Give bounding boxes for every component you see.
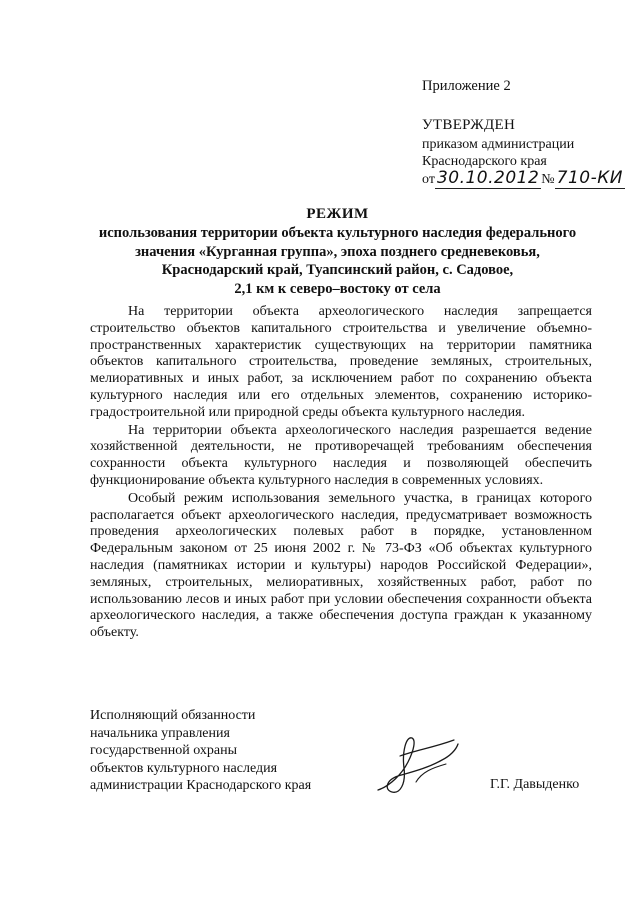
body-paragraph-2: На территории объекта археологического наследия разрешается ведение хозяйственной деятельности, не противоречащей требованиям обеспечения сохранности объекта культурного наследия и позволяющей обеспечить функционирование объекта культурного наследия в современных условиях. <box>90 422 592 488</box>
subtitle-line-1: использования территории объекта культурного наследия федерального <box>98 225 577 241</box>
approval-line-2: Краснодарского края <box>422 154 547 169</box>
subtitle-line-3: Краснодарский край, Туапсинский район, с. Садовое, <box>161 262 514 278</box>
handwritten-date: 30.10.2012 <box>436 168 540 188</box>
body-paragraph-3: Особый режим использования земельного участка, в границах которого располагается объект археологического наследия, предусматривает возможность проведения археологических полевых работ в порядке, установленном Федеральным законом от 25 июня 2002 г. № 73-ФЗ «Об объектах культурного наследия (памятниках истории и культуры) народов Российской Федерации», земляных, строительных, мелиоративных, хозяйственных работ, работ по использованию лесов и иных работ при условии обеспечения сохранности объекта археологического наследия, а также обеспечения доступа граждан к указанному объекту. <box>90 490 592 641</box>
approval-line-1: приказом администрации <box>422 137 575 152</box>
position-line-4: объектов культурного наследия <box>90 760 278 776</box>
body-paragraph-1: На территории объекта археологического наследия запрещается строительство объектов капитального строительства и увеличение объемно-пространственных характеристик существующих на территории памятника объектов капитального строительства, проведение земляных, строительных, мелиоративных и иных работ, за исключением работ по сохранению объекта культурного наследия или его отдельных элементов, сохранению историко-градостроительной или природной среды объекта культурного наследия. <box>90 304 592 420</box>
approved-label: УТВЕРЖДЕН <box>422 117 516 133</box>
signatory-position <box>90 707 311 795</box>
position-line-3: государственной охраны <box>90 743 238 758</box>
date-prefix: от <box>422 172 435 187</box>
document-subtitle <box>90 224 585 298</box>
position-line-2: начальника управления <box>90 725 230 741</box>
subtitle-line-2: значения «Курганная группа», эпоха позднего средневековья, <box>135 243 540 260</box>
handwritten-number: 710-КИ <box>556 168 624 188</box>
subtitle-line-4: 2,1 км к северо–востоку от села <box>234 280 441 297</box>
appendix-label: Приложение 2 <box>422 78 511 94</box>
signer-name: Г.Г. Давыденко <box>490 777 580 792</box>
handwritten-signature <box>372 728 462 800</box>
position-line-5: администрации Краснодарского края <box>90 778 312 793</box>
document-body <box>90 304 592 643</box>
approval-date-number-line <box>422 170 625 188</box>
document-title: РЕЖИМ <box>306 206 369 222</box>
position-line-1: Исполняющий обязанности <box>90 708 256 723</box>
number-prefix: № <box>541 172 555 187</box>
